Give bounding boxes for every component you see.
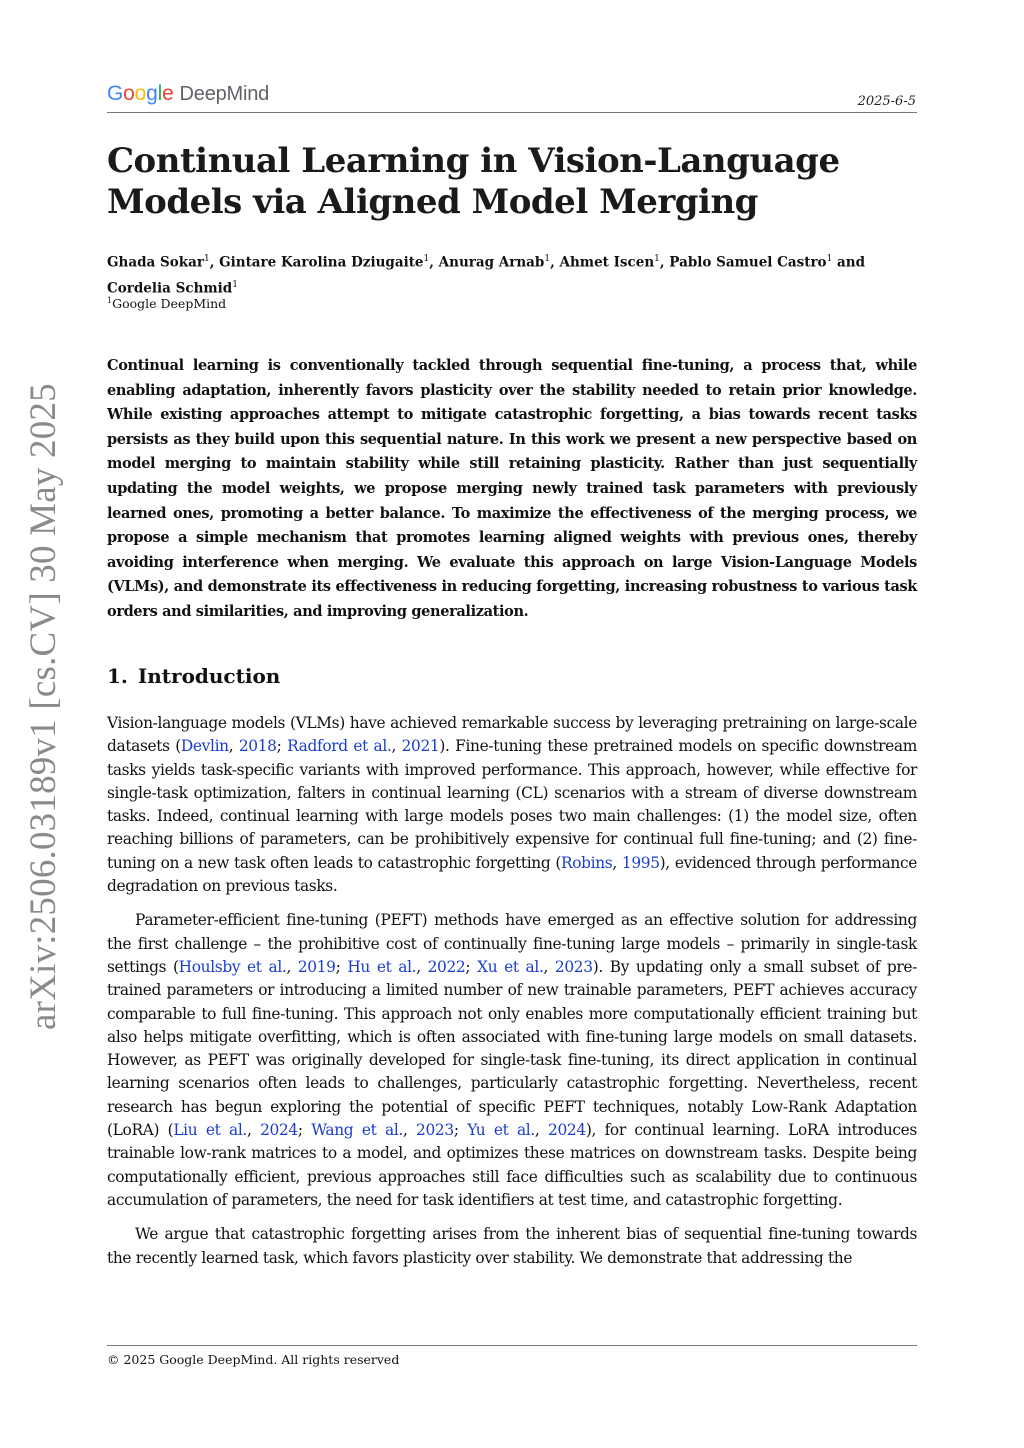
paper-date: 2025-6-5 bbox=[857, 94, 916, 109]
author-name: Anurag Arnab bbox=[438, 254, 545, 271]
citation-link[interactable]: 2022 bbox=[427, 957, 466, 976]
affiliation: $^1$Google DeepMind bbox=[107, 296, 227, 312]
citation-link[interactable]: Hu et al. bbox=[347, 957, 417, 976]
arxiv-stamp[interactable]: arXiv:2506.03189v1 [cs.CV] 30 May 2025 bbox=[23, 383, 64, 1030]
author-list: Ghada Sokar$^1$, Gintare Karolina Dziugaite$^1$, Anurag Arnab$^1$, Ahmet Iscen$^1$, Pablo Samuel Castro$^1$ and Cordelia Schmid$^1$ bbox=[107, 254, 866, 296]
abstract: Continual learning is conventionally tackled through sequential fine-tuning, a process that, while enabling adaptation, inherently favors plasticity over the stability needed to retain prior knowledge. While existing approaches attempt to mitigate catastrophic forgetting, a bias towards recent tasks persists as they build upon this sequential nature. In this work we present a new perspective based on model merging to maintain stability while still retaining plasticity. Rather than just sequentially updating the model weights, we propose merging newly trained task parameters with previously learned ones, promoting a better balance. To maximize the effectiveness of the merging process, we propose a simple mechanism that promotes learning aligned weights with previous ones, thereby avoiding interference when merging. We evaluate this approach on large Vision-Language Models (VLMs), and demonstrate its effectiveness in reducing forgetting, increasing robustness to various task orders and similarities, and improving generalization. bbox=[107, 357, 917, 620]
author-name: Cordelia Schmid bbox=[107, 280, 233, 296]
footer-divider bbox=[107, 1345, 917, 1346]
paragraph: We argue that catastrophic forgetting arises from the inherent bias of sequential fine-tuning towards the recently learned task, which favors plasticity over stability. We demonstrate that addressing the bbox=[107, 1225, 917, 1267]
author-name: Pablo Samuel Castro bbox=[669, 254, 827, 271]
citation-link[interactable]: 2018 bbox=[238, 737, 277, 756]
google-deepmind-logo: G o o g l e DeepMind bbox=[107, 82, 270, 105]
citation-link[interactable]: Radford et al. bbox=[287, 737, 392, 756]
paragraph: Vision-language models (VLMs) have achieved remarkable success by leveraging pretraining on large-scale datasets (Devlin, 2018; Radford et al., 2021). Fine-tuning these pretrained models on specific downstream tasks yields task-specific variants with improved performance. This approach, however, while effective for single-task optimization, falters in continual learning (CL) scenarios with a stream of diverse downstream tasks. Indeed, continual learning with large models poses two main challenges: (1) the model size, often reaching billions of parameters, can be prohibitively expensive for continual full fine-tuning; and (2) fine-tuning on a new task often leads to catastrophic forgetting (Robins, 1995), evidenced through performance degradation on previous tasks. bbox=[107, 714, 917, 896]
citation-link[interactable]: 2021 bbox=[401, 737, 440, 756]
section-body bbox=[107, 712, 917, 1281]
citation-link[interactable]: Xu et al. bbox=[477, 957, 544, 976]
section-heading: 1. Introduction bbox=[107, 664, 281, 688]
citation-link[interactable]: Houlsby et al. bbox=[178, 957, 287, 976]
citation-link[interactable]: Wang et al. bbox=[311, 1121, 403, 1140]
citation-link[interactable]: 1995 bbox=[621, 853, 660, 872]
citation-link[interactable]: 2023 bbox=[554, 957, 593, 976]
citation-link[interactable]: Devlin bbox=[180, 737, 229, 756]
author-name: Ahmet Iscen bbox=[559, 254, 655, 271]
author-name: Ghada Sokar bbox=[107, 254, 204, 271]
citation-link[interactable]: 2024 bbox=[548, 1121, 586, 1140]
logo-deepmind-text: DeepMind bbox=[179, 83, 270, 105]
citation-link[interactable]: 2019 bbox=[297, 957, 336, 976]
paper-title: Continual Learning in Vision-Language Models via Aligned Model Merging bbox=[107, 141, 840, 222]
citation-link[interactable]: 2023 bbox=[416, 1121, 454, 1140]
header-divider bbox=[107, 112, 917, 113]
author-name: Gintare Karolina Dziugaite bbox=[219, 254, 424, 271]
citation-link[interactable]: Yu et al. bbox=[467, 1121, 535, 1140]
citation-link[interactable]: Robins bbox=[560, 853, 613, 872]
paragraph: Parameter-efficient fine-tuning (PEFT) methods have emerged as an effective solution for addressing the first challenge – the prohibitive cost of continually fine-tuning large models – primarily in single-task settings (Houlsby et al., 2019; Hu et al., 2022; Xu et al., 2023). By updating only a small subset of pre-trained parameters or introducing a limited number of new trainable parameters, PEFT achieves accuracy comparable to full fine-tuning. This approach not only enables more computationally efficient training but also helps mitigate overfitting, which is often associated with fine-tuning large models on small datasets. However, as PEFT was originally developed for single-task fine-tuning, its direct application in continual learning scenarios often leads to challenges, particularly catastrophic forgetting. Nevertheless, recent research has begun exploring the potential of specific PEFT techniques, notably Low-Rank Adaptation (LoRA) (Liu et al., 2024; Wang et al., 2023; Yu et al., 2024), for continual learning. LoRA introduces trainable low-rank matrices to a model, and optimizes these matrices on downstream tasks. Despite being computationally efficient, previous approaches still face difficulties such as scalability due to continuous accumulation of parameters, the need for task identifiers at test time, and catastrophic forgetting. bbox=[107, 911, 918, 1209]
citation-link[interactable]: 2024 bbox=[260, 1121, 298, 1140]
copyright-footer: © 2025 Google DeepMind. All rights reserved bbox=[107, 1352, 400, 1367]
citation-link[interactable]: Liu et al. bbox=[173, 1121, 247, 1140]
